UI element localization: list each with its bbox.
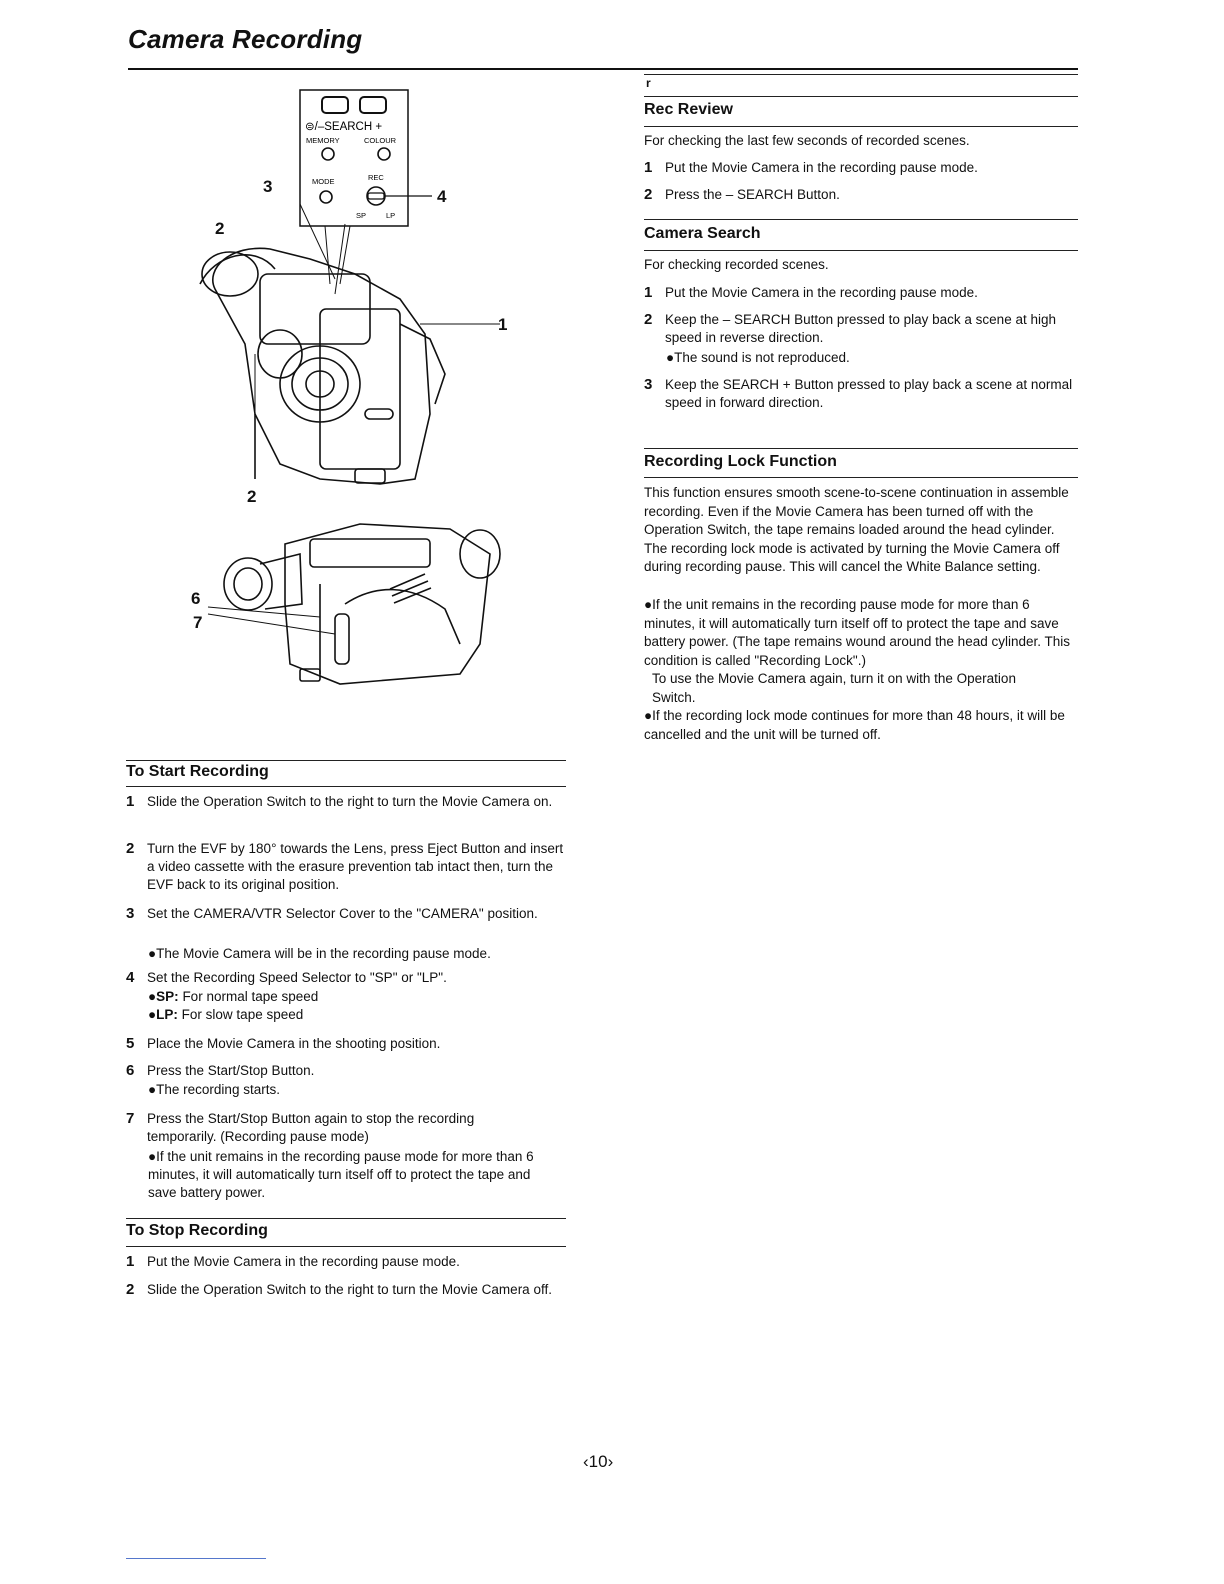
callout-3: 3 (263, 177, 273, 196)
step-text: Set the CAMERA/VTR Selector Cover to the "CAMERA" position. (147, 906, 538, 921)
step-text: Put the Movie Camera in the recording pause mode. (147, 1254, 460, 1269)
step-text: Place the Movie Camera in the shooting position. (147, 1036, 441, 1051)
step-number: 4 (126, 969, 135, 986)
recording-lock-rule-bottom (644, 477, 1078, 478)
page-number: ‹10› (583, 1452, 614, 1471)
step-number: 1 (644, 159, 653, 176)
recording-lock-rule-top (644, 448, 1078, 449)
step-text: Put the Movie Camera in the recording pause mode. (665, 285, 978, 300)
step-text: Put the Movie Camera in the recording pause mode. (665, 160, 978, 175)
step-text: Press the Start/Stop Button again to stop the recording temporarily. (Recording pause mode) (147, 1111, 475, 1144)
to-start-step-4-bullet-sp (148, 988, 566, 1006)
to-start-step-3-bullet: ●The Movie Camera will be in the recording pause mode. (148, 946, 491, 961)
callout-7: 7 (193, 613, 203, 632)
panel-label-lp: LP (386, 211, 396, 220)
step-text: Press the – SEARCH Button. (665, 187, 840, 202)
panel-label-memory: MEMORY (306, 136, 340, 145)
step-number: 3 (126, 905, 135, 922)
bullet-label: ●LP: (148, 1007, 178, 1022)
to-start-heading: To Start Recording (126, 763, 269, 780)
panel-label-sp: SP (356, 211, 367, 220)
recording-lock-bullet-1: ●If the unit remains in the recording pause mode for more than 6 minutes, it will automatically turn itself off to protect the tape and save battery power. (The tape remains wound around the head cylinder. This condition is called "Recording Lock".) (644, 597, 1071, 668)
recording-lock-intro: This function ensures smooth scene-to-scene continuation in assemble recording. Even if the Movie Camera has been turned off with the Operation Switch, the tape remains loaded around the head cylinder. The recording lock mode is activated by turning the Movie Camera off during recording pause. This will cancel the White Balance setting. (644, 485, 1069, 574)
to-start-rule-bottom (126, 786, 566, 787)
footer-rule (126, 1558, 266, 1559)
panel-label-search: ⊜/–SEARCH + (305, 121, 383, 133)
step-number: 3 (644, 376, 653, 393)
step-text: Press the Start/Stop Button. (147, 1063, 315, 1078)
panel-label-rec: REC (368, 173, 384, 182)
panel-label-mode: MODE (312, 177, 335, 186)
step-text: Turn the EVF by 180° towards the Lens, press Eject Button and insert a video cassette with the erasure prevention tab intact then, turn the EVF back to its original position. (147, 841, 564, 892)
to-start-step-4-bullet-lp (148, 1006, 566, 1024)
recording-lock-bullet-2: ●If the recording lock mode continues for more than 48 hours, it will be cancelled and the unit will be turned off. (644, 708, 1065, 742)
step-number: 1 (644, 284, 653, 301)
step-number: 2 (126, 1281, 135, 1298)
step-text: Keep the SEARCH + Button pressed to play back a scene at normal speed in forward direction. (665, 377, 1073, 410)
step-text: Slide the Operation Switch to the right to turn the Movie Camera on. (147, 794, 553, 809)
step-text: Set the Recording Speed Selector to "SP" or "LP". (147, 970, 447, 985)
to-start-step-7-bullet: ●If the unit remains in the recording pause mode for more than 6 minutes, it will automatically turn itself off to protect the tape and save battery power. (148, 1149, 534, 1200)
camera-lower (224, 524, 500, 684)
to-start-step-6-bullet: ●The recording starts. (148, 1082, 280, 1097)
step-number: 5 (126, 1035, 135, 1052)
step-text: Slide the Operation Switch to the right to turn the Movie Camera off. (147, 1282, 552, 1297)
bullet-text: For normal tape speed (182, 989, 319, 1004)
control-panel-inset (300, 90, 432, 226)
page-title: Camera Recording (128, 24, 363, 54)
rec-review-intro: For checking the last few seconds of recorded scenes. (644, 133, 970, 148)
recording-lock-heading: Recording Lock Function (644, 453, 837, 470)
callout-2-top: 2 (215, 219, 225, 238)
step-text: Keep the – SEARCH Button pressed to play back a scene at high speed in reverse direction. (665, 312, 1056, 345)
bullet-label: ●SP: (148, 989, 179, 1004)
camera-search-heading: Camera Search (644, 225, 761, 242)
title-rule (128, 68, 1078, 70)
to-start-rule-top (126, 760, 566, 761)
step-number: 2 (644, 311, 653, 328)
step-number: 2 (644, 186, 653, 203)
panel-label-colour: COLOUR (364, 136, 397, 145)
callout-1: 1 (498, 315, 508, 334)
step-number: 7 (126, 1110, 135, 1127)
rec-review-heading: Rec Review (644, 101, 733, 118)
callout-2-bottom: 2 (247, 487, 257, 506)
right-rule-top (644, 74, 1078, 75)
rec-review-rule-top (644, 96, 1078, 97)
step-number: 2 (126, 840, 135, 857)
camera-search-step-2-bullet: ●The sound is not reproduced. (666, 350, 850, 365)
recording-lock-bullet-1-cont: To use the Movie Camera again, turn it on with the Operation Switch. (652, 671, 1016, 705)
to-stop-rule-bottom (126, 1246, 566, 1247)
step-number: 1 (126, 1253, 135, 1270)
callout-4: 4 (437, 187, 447, 206)
camera-search-rule-bottom (644, 250, 1078, 251)
to-stop-rule-top (126, 1218, 566, 1219)
step-number: 6 (126, 1062, 135, 1079)
step-number: 1 (126, 793, 135, 810)
camera-upper (200, 248, 445, 484)
rec-review-marker: r (646, 76, 651, 90)
rec-review-rule-bottom (644, 126, 1078, 127)
bullet-text: For slow tape speed (181, 1007, 304, 1022)
callout-6: 6 (191, 589, 201, 608)
camera-illustration (160, 84, 580, 724)
camera-search-rule-top (644, 219, 1078, 220)
camera-search-intro: For checking recorded scenes. (644, 257, 829, 272)
to-stop-heading: To Stop Recording (126, 1222, 268, 1239)
